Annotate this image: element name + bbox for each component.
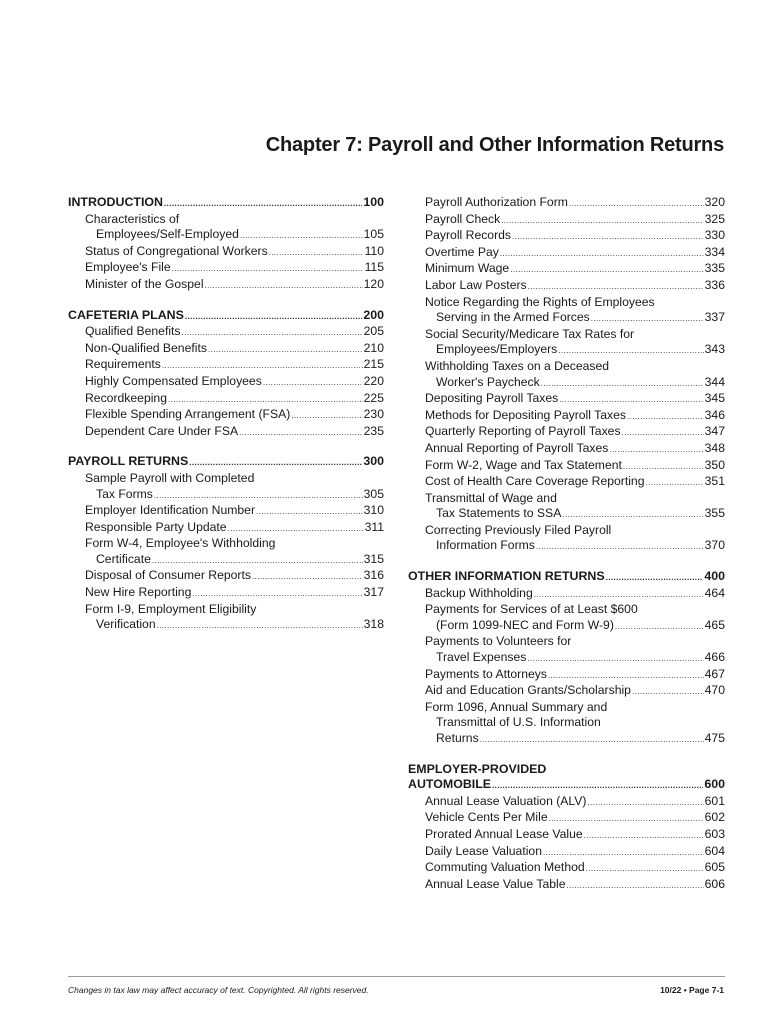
toc-entry-label: Form W-2, Wage and Tax Statement [425,457,622,472]
toc-page-number: 370 [704,538,725,553]
toc-entry-label: Depositing Payroll Taxes [425,391,559,406]
dot-leader [534,587,704,603]
toc-entry[interactable] [68,357,384,374]
toc-entry-label: Notice Regarding the Rights of Employees [425,294,655,309]
toc-page-number: 600 [704,777,725,792]
dot-leader [536,539,704,555]
toc-entry[interactable] [68,391,384,408]
dot-leader [192,586,362,602]
toc-page-number: 400 [704,569,725,584]
dot-leader [615,619,704,635]
toc-page-number: 336 [704,277,725,292]
toc-entry[interactable] [408,860,725,877]
toc-page-number: 316 [363,568,384,583]
toc-entry-label: Recordkeeping [85,390,167,405]
toc-entry-label: Vehicle Cents Per Mile [425,810,548,825]
toc-entry-label: EMPLOYER-PROVIDED [408,761,547,776]
toc-left-column [68,195,384,648]
toc-entry-label: Withholding Taxes on a Deceased [425,358,610,373]
toc-entry-label: Qualified Benefits [85,324,181,339]
toc-entry[interactable] [68,227,384,244]
toc-entry-label: Dependent Care Under FSA [85,423,239,438]
dot-leader [228,521,364,537]
toc-entry-label: Minister of the Gospel [85,276,204,291]
toc-entry[interactable] [408,491,725,507]
toc-entry-label: Annual Reporting of Payroll Taxes [425,440,609,455]
dot-leader [543,845,704,861]
toc-entry-label: Responsible Party Update [85,519,227,534]
toc-entry-label: Information Forms [436,538,535,553]
toc-entry-label: Overtime Pay [425,244,499,259]
dot-leader [548,668,704,684]
toc-page-number: 470 [704,683,725,698]
toc-entry-label: Aid and Education Grants/Scholarship [425,683,631,698]
dot-leader [189,455,362,471]
toc-page-number: 602 [704,810,725,825]
toc-page-number: 311 [364,519,384,534]
toc-entry-label: Daily Lease Valuation [425,843,542,858]
toc-entry[interactable] [408,245,725,262]
dot-leader [182,325,363,341]
toc-page-number: 315 [363,551,384,566]
toc-entry[interactable] [68,552,384,569]
toc-entry[interactable] [408,261,725,278]
toc-entry[interactable] [68,341,384,358]
toc-entry-label: Verification [96,617,156,632]
toc-right-column [408,195,725,907]
toc-entry[interactable] [408,359,725,375]
toc-entry[interactable] [408,195,725,212]
toc-entry-label: OTHER INFORMATION RETURNS [408,569,605,584]
toc-page-number: 225 [363,390,384,405]
toc-page-number: 604 [704,843,725,858]
toc-entry-label: INTRODUCTION [68,195,163,209]
footer-divider [68,976,725,977]
toc-entry[interactable] [408,228,725,245]
toc-entry[interactable] [408,342,725,359]
toc-page-number: 105 [363,227,384,242]
toc-entry[interactable] [408,650,725,667]
toc-entry[interactable] [68,536,384,552]
dot-leader [558,343,703,359]
toc-entry-label: Commuting Valuation Method [425,860,585,875]
toc-page-number: 351 [704,474,725,489]
toc-entry[interactable] [68,617,384,634]
toc-page-number: 235 [363,423,384,438]
toc-entry-label: Methods for Depositing Payroll Taxes [425,407,626,422]
toc-entry-label: Status of Congregational Workers [85,243,268,258]
toc-entry[interactable] [408,538,725,555]
toc-page-number: 210 [363,340,384,355]
dot-leader [510,262,703,278]
toc-entry[interactable] [408,523,725,539]
toc-entry-label: (Form 1099-NEC and Form W-9) [436,617,614,632]
toc-entry-label: Returns [436,731,479,745]
toc-entry-label: Non-Qualified Benefits [85,340,207,355]
toc-page-number: 320 [704,195,725,209]
toc-entry[interactable] [408,424,725,441]
toc-entry[interactable] [408,278,725,295]
dot-leader [256,504,363,520]
toc-page-number: 605 [704,860,725,875]
toc-entry-label: Payments for Services of at Least $600 [425,602,638,617]
toc-entry-label: Quarterly Reporting of Payroll Taxes [425,424,621,439]
toc-entry[interactable] [68,260,384,277]
toc-entry-label: Prorated Annual Lease Value [425,826,583,841]
toc-page-number: 475 [704,731,725,745]
toc-section [68,195,384,294]
toc-entry[interactable] [408,310,725,327]
toc-page-number: 601 [704,793,725,808]
toc-entry[interactable] [408,212,725,229]
toc-entry[interactable] [408,762,725,778]
dot-leader [154,488,363,504]
toc-page-number: 337 [704,310,725,325]
chapter-title: Chapter 7: Payroll and Other Information Returns [265,134,724,156]
toc-page-number: 606 [704,876,725,891]
dot-leader [205,278,363,294]
dot-leader [208,342,363,358]
dot-leader [291,408,362,424]
toc-entry-label: Employees/Employers [436,342,558,357]
dot-leader [239,425,363,441]
toc-entry[interactable] [68,244,384,261]
toc-page-number: 220 [363,373,384,388]
toc-section [408,762,725,894]
toc-page-number: 300 [363,454,384,469]
toc-page-number: 100 [363,195,384,209]
toc-entry-label: AUTOMOBILE [408,777,492,792]
toc-entry-label: Correcting Previously Filed Payroll [425,522,612,537]
dot-leader [627,409,704,425]
toc-entry[interactable] [408,700,725,716]
toc-page-number: 110 [364,243,384,258]
dot-leader [500,246,704,262]
dot-leader [587,795,703,811]
toc-entry[interactable] [68,212,384,228]
toc-entry[interactable] [408,667,725,684]
toc-entry[interactable] [408,844,725,861]
toc-entry[interactable] [68,308,384,325]
toc-page-number: 200 [363,307,384,322]
toc-entry[interactable] [68,277,384,294]
dot-leader [622,425,704,441]
toc-page-number: 347 [704,424,725,439]
dot-leader [168,392,363,408]
dot-leader [152,553,363,569]
toc-page-number: 230 [363,407,384,422]
toc-entry-label: Annual Lease Value Table [425,876,566,891]
toc-entry-label: Employer Identification Number [85,503,256,518]
dot-leader [646,475,704,491]
toc-page-number: 346 [704,407,725,422]
toc-entry-label: Backup Withholding [425,585,533,600]
toc-entry[interactable] [408,441,725,458]
toc-entry-label: Payroll Check [425,211,501,226]
toc-page-number: 115 [364,260,384,275]
toc-entry[interactable] [68,471,384,487]
toc-entry[interactable] [408,327,725,343]
toc-page-number: 120 [363,276,384,291]
toc-entry-label: Employees/Self-Employed [96,227,239,242]
toc-entry-label: Form I-9, Employment Eligibility [85,601,257,616]
toc-entry-label: Payroll Authorization Form [425,195,568,209]
toc-entry[interactable] [408,375,725,392]
dot-leader [164,196,362,212]
toc-entry[interactable] [408,731,725,748]
footer-copyright-notice: Changes in tax law may affect accuracy of text. Copyrighted. All rights reserved. [68,985,369,995]
dot-leader [157,618,363,634]
toc-page-number: 466 [704,650,725,665]
toc-entry[interactable] [408,295,725,311]
toc-entry-label: Flexible Spending Arrangement (FSA) [85,407,291,422]
toc-entry-label: Tax Forms [96,486,153,501]
dot-leader [185,309,362,325]
toc-page-number: 318 [363,617,384,632]
toc-entry-label: Employee's File [85,260,171,275]
toc-entry[interactable] [408,474,725,491]
toc-page-number: 215 [363,357,384,372]
toc-entry[interactable] [408,586,725,603]
toc-page-number: 344 [704,374,725,389]
toc-page-number: 345 [704,391,725,406]
toc-entry[interactable] [408,458,725,475]
toc-page-number: 335 [704,261,725,276]
toc-entry[interactable] [408,683,725,700]
dot-leader [586,861,704,877]
toc-page-number: 355 [704,506,725,521]
dot-leader [252,569,363,585]
toc-page-number: 465 [704,617,725,632]
toc-entry-label: Requirements [85,357,161,372]
dot-leader [480,732,704,748]
toc-page-number: 343 [704,342,725,357]
dot-leader [569,196,704,212]
toc-section [408,195,725,555]
toc-entry[interactable] [408,569,725,586]
toc-entry-label: Travel Expenses [436,650,527,665]
toc-page-number: 205 [363,324,384,339]
toc-entry-label: Cost of Health Care Coverage Reporting [425,474,645,489]
dot-leader [492,778,703,794]
toc-entry-label: Transmittal of Wage and [425,490,557,505]
dot-leader [240,228,363,244]
toc-page-number: 603 [704,826,725,841]
toc-page-number: 330 [704,228,725,243]
toc-entry[interactable] [408,777,725,794]
toc-page-number: 325 [704,211,725,226]
toc-page-number: 350 [704,457,725,472]
toc-entry[interactable] [408,408,725,425]
toc-entry[interactable] [408,715,725,731]
dot-leader [528,279,704,295]
dot-leader [609,442,703,458]
toc-entry[interactable] [68,454,384,471]
toc-entry[interactable] [68,503,384,520]
toc-entry[interactable] [68,602,384,618]
toc-entry[interactable] [408,827,725,844]
toc-section [68,454,384,634]
toc-entry-label: Form W-4, Employee's Withholding [85,536,276,551]
toc-entry-label: Tax Statements to SSA [436,506,562,521]
toc-entry[interactable] [408,877,725,894]
footer-page-number: 10/22 • Page 7-1 [660,985,724,995]
toc-entry-label: Certificate [96,551,151,566]
toc-entry-label: Payments to Volunteers for [425,634,572,649]
toc-entry-label: Social Security/Medicare Tax Rates for [425,326,635,341]
dot-leader [263,375,363,391]
toc-page-number: 334 [704,244,725,259]
toc-entry[interactable] [68,487,384,504]
dot-leader [584,828,704,844]
toc-entry-label: Annual Lease Valuation (ALV) [425,793,587,808]
dot-leader [562,507,703,523]
toc-entry[interactable] [68,324,384,341]
dot-leader [567,878,704,894]
toc-page-number: 464 [704,585,725,600]
toc-entry[interactable] [408,810,725,827]
toc-entry[interactable] [68,585,384,602]
dot-leader [541,376,704,392]
toc-entry[interactable] [68,407,384,424]
toc-section [68,308,384,441]
dot-leader [606,570,704,586]
toc-entry-label: CAFETERIA PLANS [68,307,184,322]
toc-entry[interactable] [68,374,384,391]
dot-leader [512,229,704,245]
dot-leader [623,459,704,475]
dot-leader [162,358,363,374]
dot-leader [559,392,703,408]
toc-entry-label: Payments to Attorneys [425,666,547,681]
dot-leader [549,811,704,827]
toc-page-number: 348 [704,440,725,455]
dot-leader [501,213,703,229]
toc-entry[interactable] [408,634,725,650]
dot-leader [527,651,703,667]
toc-entry-label: Form 1096, Annual Summary and [425,699,608,714]
toc-entry-label: Payroll Records [425,228,512,243]
toc-entry[interactable] [408,602,725,618]
dot-leader [632,684,704,700]
toc-entry[interactable] [408,618,725,635]
toc-entry-label: PAYROLL RETURNS [68,454,189,469]
toc-page-number: 310 [363,503,384,518]
toc-entry[interactable] [408,794,725,811]
dot-leader [591,311,704,327]
toc-entry-label: Labor Law Posters [425,277,527,292]
toc-page-number: 467 [704,666,725,681]
toc-entry-label: Transmittal of U.S. Information [436,715,601,730]
toc-page-number: 305 [363,486,384,501]
dot-leader [269,245,364,261]
toc-entry-label: Minimum Wage [425,261,510,276]
dot-leader [172,261,364,277]
toc-entry[interactable] [68,520,384,537]
toc-entry-label: Serving in the Armed Forces [436,310,590,325]
toc-entry[interactable] [68,568,384,585]
toc-entry[interactable] [68,195,384,212]
toc-entry-label: Disposal of Consumer Reports [85,568,251,583]
toc-entry-label: New Hire Reporting [85,585,192,600]
toc-entry-label: Worker's Paycheck [436,374,540,389]
toc-entry-label: Characteristics of [85,211,180,226]
toc-entry[interactable] [408,506,725,523]
toc-entry-label: Sample Payroll with Completed [85,470,255,485]
toc-entry-label: Highly Compensated Employees [85,373,262,388]
toc-entry[interactable] [408,391,725,408]
toc-section [408,569,725,748]
toc-entry[interactable] [68,424,384,441]
toc-page-number: 317 [363,585,384,600]
